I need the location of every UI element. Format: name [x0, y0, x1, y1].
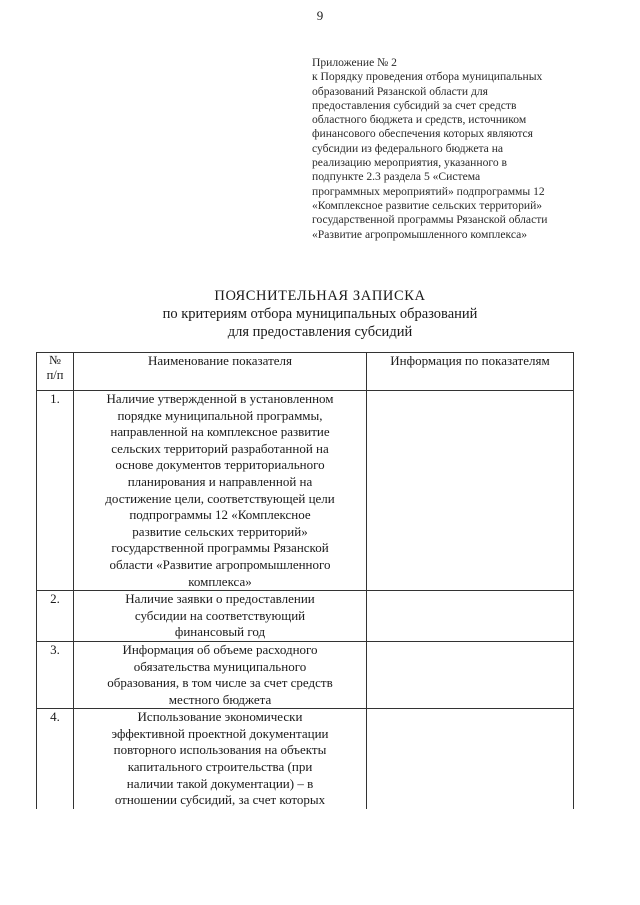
row-text-line: основе документов территориального	[115, 457, 325, 473]
document-subtitle: по критериям отбора муниципальных образований	[162, 306, 478, 322]
criteria-table	[36, 352, 574, 809]
row-indicator-info	[367, 709, 574, 809]
table-row	[37, 591, 574, 642]
appendix-line: программных мероприятий» подпрограммы 12	[312, 184, 545, 198]
appendix-line: государственной программы Рязанской области	[312, 213, 548, 227]
row-text-line: государственной программы Рязанской	[111, 540, 329, 556]
appendix-line: реализацию мероприятия, указанного в	[312, 156, 507, 170]
appendix-note	[312, 56, 612, 242]
row-text-line: Использование экономически	[137, 709, 303, 725]
appendix-line: областного бюджета и средств, источником	[312, 113, 527, 127]
document-heading	[0, 287, 640, 341]
document-title: ПОЯСНИТЕЛЬНАЯ ЗАПИСКА	[214, 288, 426, 304]
header-indicator-info: Информация по показателям	[367, 353, 574, 391]
appendix-line: образований Рязанской области для	[312, 84, 488, 98]
row-text-line: Информация об объеме расходного	[122, 641, 318, 657]
table-row	[37, 641, 574, 708]
row-text-line: планирования и направленной на	[127, 473, 313, 489]
table-row	[37, 391, 574, 591]
appendix-line: «Комплексное развитие сельских территорий»	[312, 198, 543, 212]
row-text-line: повторного использования на объекты	[113, 742, 327, 758]
row-text-line: направленной на комплексное развитие	[110, 424, 330, 440]
row-text-line: наличии такой документации) – в	[126, 775, 314, 791]
row-indicator-info	[367, 641, 574, 708]
row-text-line: достижение цели, соответствующей цели	[105, 490, 335, 506]
row-text-line: порядке муниципальной программы,	[117, 407, 323, 423]
row-indicator-name	[74, 391, 367, 591]
row-text-line: местного бюджета	[168, 691, 272, 707]
row-number: 2.	[37, 591, 74, 642]
row-text-line: комплекса»	[188, 573, 252, 589]
row-text-line: обязательства муниципального	[133, 658, 307, 674]
header-number-symbol: №	[49, 353, 61, 367]
row-text-line: развитие сельских территорий»	[132, 523, 308, 539]
row-text-line: эффективной проектной документации	[111, 725, 329, 741]
page-number: 9	[316, 8, 324, 23]
row-number: 3.	[37, 641, 74, 708]
header-indicator-name: Наименование показателя	[74, 353, 367, 391]
row-text-line: области «Развитие агропромышленного	[109, 556, 331, 572]
row-indicator-info	[367, 591, 574, 642]
row-text-line: субсидии на соответствующий	[134, 607, 306, 623]
table-header-row	[37, 353, 574, 391]
appendix-line: предоставления субсидий за счет средств	[312, 98, 517, 112]
row-indicator-name	[74, 641, 367, 708]
row-text-line: образования, в том числе за счет средств	[107, 675, 333, 691]
row-text-line: подпрограммы 12 «Комплексное	[129, 507, 311, 523]
header-number-abbr: п/п	[46, 368, 64, 382]
row-indicator-info	[367, 391, 574, 591]
appendix-line: к Порядку проведения отбора муниципальных	[312, 70, 543, 84]
row-text-line: Наличие утвержденной в установленном	[106, 391, 334, 406]
row-text-line: финансовый год	[174, 624, 266, 640]
row-text-line: Наличие заявки о предоставлении	[125, 591, 315, 607]
header-number	[37, 353, 74, 391]
row-number: 1.	[37, 391, 74, 591]
document-subtitle: для предоставления субсидий	[227, 324, 413, 340]
appendix-line: финансового обеспечения которых являются	[312, 127, 534, 141]
appendix-line: Приложение № 2	[312, 56, 397, 69]
row-indicator-name	[74, 591, 367, 642]
row-text-line: сельских территорий разработанной на	[111, 440, 329, 456]
row-number: 4.	[37, 709, 74, 809]
appendix-line: «Развитие агропромышленного комплекса»	[312, 227, 528, 241]
row-indicator-name	[74, 709, 367, 809]
row-text-line: отношении субсидий, за счет которых	[114, 792, 326, 808]
appendix-line: подпункте 2.3 раздела 5 «Система	[312, 170, 481, 184]
row-text-line: капитального строительства (при	[127, 759, 313, 775]
table-row	[37, 709, 574, 809]
appendix-line: субсидии из федерального бюджета на	[312, 141, 504, 155]
